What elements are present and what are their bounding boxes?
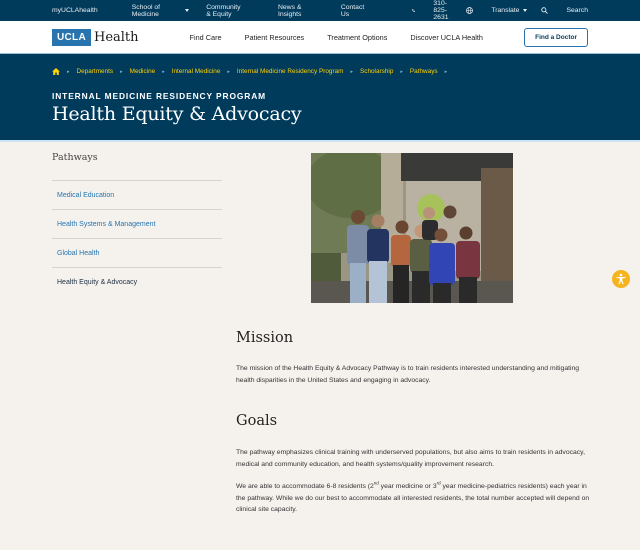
breadcrumb-residency-program[interactable]: Internal Medicine Residency Program: [236, 68, 344, 75]
sidebar-title: Pathways: [52, 152, 98, 163]
home-icon[interactable]: [52, 68, 60, 75]
breadcrumb: [52, 68, 588, 75]
chevron-right-icon: ▸: [67, 68, 70, 75]
nav-treatment-options[interactable]: Treatment Options: [327, 32, 388, 42]
page-subtitle: INTERNAL MEDICINE RESIDENCY PROGRAM: [52, 91, 267, 101]
chevron-right-icon: ▸: [162, 68, 165, 75]
breadcrumb-pathways[interactable]: Pathways: [409, 68, 438, 75]
find-a-doctor-button[interactable]: Find a Doctor: [524, 28, 588, 47]
goals-text-1: The pathway emphasizes clinical training with underserved populations, but also aims to train residents in advocacy, medical and community education, and health systems/quality improvement research.: [236, 449, 585, 468]
group-photo: [311, 153, 513, 303]
chevron-right-icon: ▸: [120, 68, 123, 75]
breadcrumb-departments[interactable]: Departments: [76, 68, 114, 75]
mission-heading: Mission: [236, 330, 294, 346]
main-content: [236, 330, 596, 516]
page-hero: [0, 54, 640, 140]
search-button[interactable]: Search: [541, 7, 588, 14]
sidebar-item-medical-education[interactable]: Medical Education: [52, 181, 222, 210]
nav-find-care[interactable]: Find Care: [189, 32, 222, 42]
goals-text-2: We are able to accommodate 6-8 residents (2nd year medicine or 3rd year medicine-pediatrics residents) each year in the pathway. While we do our best to accommodate all interested residents, the total number accepted will depend on clinical site capacity.: [236, 480, 590, 513]
ucla-health-logo[interactable]: [52, 29, 139, 46]
breadcrumb-internal-medicine[interactable]: Internal Medicine: [171, 68, 221, 75]
accessibility-icon: [615, 273, 627, 285]
chevron-right-icon: ▸: [444, 68, 448, 75]
breadcrumb-medicine[interactable]: Medicine: [129, 68, 156, 75]
utility-bar: [0, 0, 640, 21]
chevron-down-icon: [185, 9, 189, 12]
chevron-right-icon: ▸: [227, 68, 230, 75]
hero-divider: [0, 140, 640, 142]
mission-text: The mission of the Health Equity & Advocacy Pathway is to train residents interested understanding and mitigating health disparities in the United States and engaging in advocacy.: [236, 365, 580, 384]
util-link-community-equity[interactable]: Community & Equity: [206, 3, 241, 18]
accessibility-button[interactable]: [612, 270, 630, 288]
main-header: [0, 21, 640, 54]
sidebar-item-health-equity-advocacy[interactable]: Health Equity & Advocacy: [57, 279, 138, 286]
chevron-right-icon: ▸: [350, 68, 353, 75]
sidebar-item-global-health[interactable]: Global Health: [52, 239, 222, 268]
util-link-school-of-medicine[interactable]: School of Medicine: [132, 4, 189, 18]
phone-icon: [412, 7, 415, 14]
nav-patient-resources[interactable]: Patient Resources: [244, 32, 305, 42]
chevron-right-icon: ▸: [400, 68, 403, 75]
sidebar-nav: [52, 152, 222, 297]
globe-icon: [466, 7, 473, 14]
sidebar-item-health-systems-management[interactable]: Health Systems & Management: [52, 210, 222, 239]
page-title: Health Equity & Advocacy: [52, 103, 302, 125]
logo-box: UCLA: [52, 29, 91, 46]
logo-text: Health: [93, 29, 139, 45]
breadcrumb-scholarship[interactable]: Scholarship: [359, 68, 394, 75]
nav-discover-ucla-health[interactable]: Discover UCLA Health: [410, 32, 483, 42]
main-nav: [190, 33, 506, 42]
phone-link[interactable]: 310-825-2631: [412, 0, 452, 21]
translate-button[interactable]: Translate: [466, 7, 527, 14]
util-link-news-insights[interactable]: News & Insights: [277, 3, 302, 18]
sidebar-list: [52, 180, 222, 297]
util-link-myuclahealth[interactable]: myUCLAhealth: [52, 7, 98, 14]
utility-actions: [398, 0, 588, 21]
util-link-contact-us[interactable]: Contact Us: [340, 3, 365, 18]
goals-heading: Goals: [236, 413, 278, 429]
utility-links: [52, 4, 398, 18]
group-photo-illustration: [311, 153, 513, 303]
chevron-down-icon: [523, 9, 527, 12]
search-icon: [541, 7, 548, 14]
